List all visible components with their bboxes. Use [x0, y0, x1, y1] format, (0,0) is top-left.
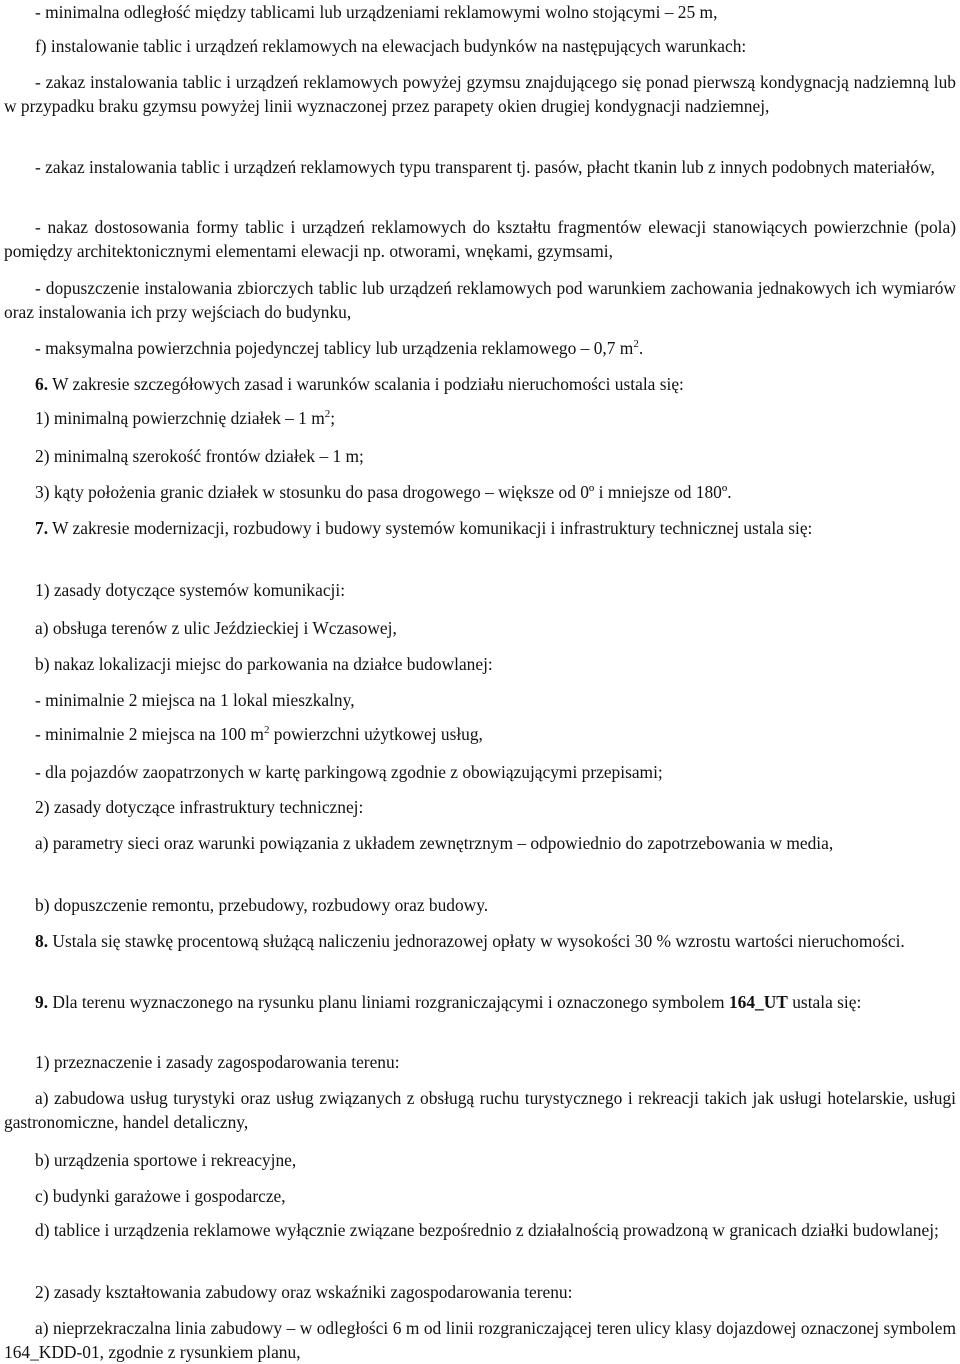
paragraph-text: - dla pojazdów zaopatrzonych w kartę parkingową zgodnie z obowiązującymi przepisami; [35, 762, 663, 782]
paragraph [4, 215, 956, 263]
section-number: 9. [35, 992, 49, 1012]
paragraph-text: f) instalowanie tablic i urządzeń reklamowych na elewacjach budynków na następujących warunkach: [35, 36, 747, 56]
paragraph [4, 1184, 956, 1208]
paragraph [4, 1050, 956, 1074]
paragraph [4, 990, 956, 1014]
area-symbol: 164_UT [728, 992, 788, 1012]
paragraph-text: - nakaz dostosowania formy tablic i urządzeń reklamowych do kształtu fragmentów elewacji stanowiących powierzchnie (pola) pomiędzy architektonicznymi elementami elewacji np. otworami, wnękami, gzymsami, [4, 217, 956, 261]
paragraph-text: a) zabudowa usług turystyki oraz usług związanych z obsługą ruchu turystycznego i rekreacji takich jak usługi hotelarskie, usługi gastronomiczne, handel detaliczny, [4, 1088, 956, 1132]
paragraph-text: c) budynki garażowe i gospodarcze, [35, 1186, 286, 1206]
paragraph [4, 831, 956, 855]
section-number: 7. [35, 518, 49, 538]
paragraph-text-tail: . [638, 338, 644, 358]
paragraph [4, 70, 956, 118]
paragraph-text: 1) zasady dotyczące systemów komunikacji: [35, 580, 346, 600]
paragraph-text: a) nieprzekraczalna linia zabudowy – w odległości 6 m od linii rozgraniczającej teren ulicy klasy dojazdowej oznaczonej symbolem 164_KDD-01, zgodnie z rysunkiem planu, [4, 1318, 956, 1362]
paragraph [4, 1316, 956, 1364]
paragraph-text: - zakaz instalowania tablic i urządzeń reklamowych powyżej gzymsu znajdującego się ponad pierwszą kondygnacją nadziemną lub w przypadku braku gzymsu powyżej linii wyznaczonej przez parapety okien drugiej kondygnacji nadziemnej, [4, 72, 956, 116]
paragraph-text: 2) zasady kształtowania zabudowy oraz wskaźniki zagospodarowania terenu: [35, 1282, 573, 1302]
paragraph [4, 34, 956, 58]
paragraph [4, 760, 956, 784]
paragraph-text-tail: powierzchni użytkowej usług, [269, 724, 483, 744]
paragraph [4, 0, 956, 24]
paragraph [4, 652, 956, 676]
superscript: 2 [633, 338, 639, 351]
paragraph-text: 1) minimalną powierzchnię działek – 1 m [35, 408, 325, 428]
paragraph [4, 480, 956, 504]
section-number: 6. [35, 374, 49, 394]
paragraph-text: Ustala się stawkę procentową służącą naliczeniu jednorazowej opłaty w wysokości 30 % wzrostu wartości nieruchomości. [48, 931, 905, 951]
paragraph [4, 406, 956, 430]
paragraph [4, 444, 956, 468]
paragraph [4, 1280, 956, 1304]
paragraph [4, 1148, 956, 1172]
paragraph-text: - minimalna odległość między tablicami lub urządzeniami reklamowymi wolno stojącymi – 25 m, [35, 2, 718, 22]
paragraph-text: d) tablice i urządzenia reklamowe wyłącznie związane bezpośrednio z działalnością prowadzoną w granicach działki budowlanej; [35, 1220, 939, 1240]
paragraph [4, 155, 956, 179]
paragraph [4, 516, 956, 540]
section-number: 8. [35, 931, 49, 951]
paragraph-text: W zakresie szczegółowych zasad i warunków scalania i podziału nieruchomości ustala się: [48, 374, 684, 394]
paragraph-text: - minimalnie 2 miejsca na 1 lokal mieszkalny, [35, 690, 355, 710]
paragraph [4, 1086, 956, 1134]
paragraph [4, 372, 956, 396]
paragraph-text-tail: ; [330, 408, 336, 428]
paragraph [4, 893, 956, 917]
paragraph-text: - minimalnie 2 miejsca na 100 m [35, 724, 264, 744]
paragraph-text: Dla terenu wyznaczonego na rysunku planu liniami rozgraniczającymi i oznaczonego symbolem [48, 992, 729, 1012]
paragraph-text: 3) kąty położenia granic działek w stosunku do pasa drogowego – większe od 0º i mniejsze od 180º. [35, 482, 732, 502]
paragraph-text: b) urządzenia sportowe i rekreacyjne, [35, 1150, 297, 1170]
paragraph-text: 2) minimalną szerokość frontów działek – 1 m; [35, 446, 364, 466]
paragraph [4, 1218, 956, 1242]
paragraph-text: - zakaz instalowania tablic i urządzeń reklamowych typu transparent tj. pasów, płacht tkanin lub z innych podobnych materiałów, [35, 157, 935, 177]
paragraph [4, 276, 956, 324]
paragraph-text: b) nakaz lokalizacji miejsc do parkowania na działce budowlanej: [35, 654, 493, 674]
paragraph [4, 336, 956, 360]
paragraph [4, 722, 956, 746]
paragraph-text: 1) przeznaczenie i zasady zagospodarowania terenu: [35, 1052, 400, 1072]
paragraph [4, 688, 956, 712]
paragraph-text: a) obsługa terenów z ulic Jeździeckiej i Wczasowej, [35, 618, 397, 638]
paragraph-text: W zakresie modernizacji, rozbudowy i budowy systemów komunikacji i infrastruktury technicznej ustala się: [48, 518, 813, 538]
superscript: 2 [263, 724, 270, 737]
paragraph [4, 929, 956, 953]
paragraph-text: - dopuszczenie instalowania zbiorczych tablic lub urządzeń reklamowych pod warunkiem zachowania jednakowych ich wymiarów oraz instalowania ich przy wejściach do budynku, [4, 278, 956, 322]
paragraph [4, 616, 956, 640]
paragraph-text: 2) zasady dotyczące infrastruktury technicznej: [35, 797, 364, 817]
paragraph-text: b) dopuszczenie remontu, przebudowy, rozbudowy oraz budowy. [35, 895, 489, 915]
paragraph [4, 578, 956, 602]
paragraph [4, 795, 956, 819]
paragraph-text: a) parametry sieci oraz warunki powiązania z układem zewnętrznym – odpowiednio do zapotrzebowania w media, [35, 833, 834, 853]
paragraph-text-tail: ustala się: [787, 992, 862, 1012]
superscript: 2 [324, 408, 331, 421]
paragraph-text: - maksymalna powierzchnia pojedynczej tablicy lub urządzenia reklamowego – 0,7 m [35, 338, 634, 358]
